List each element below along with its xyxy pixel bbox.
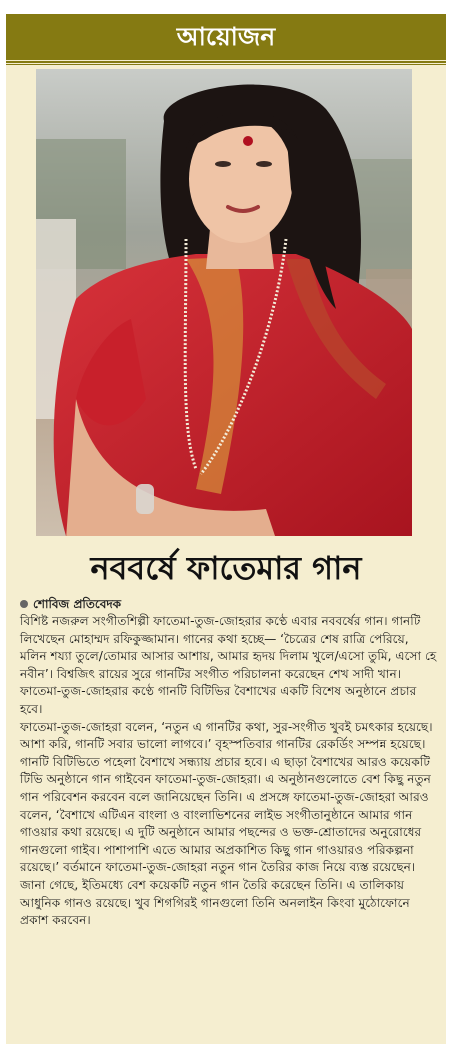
banner-rule-thin — [6, 64, 446, 65]
bindi — [243, 136, 253, 146]
byline-text: শোবিজ প্রতিবেদক — [33, 597, 122, 611]
portrait-illustration — [36, 69, 412, 536]
newspaper-page — [6, 14, 446, 1044]
article-paragraph: বিশিষ্ট নজরুল সংগীতশিল্পী ফাতেমা-তুজ-জোহরার কণ্ঠে এবার নববর্ষের গান। গানটি লিখেছেন মোহাম্মদ রফিকুজ্জামান। গানের কথা হচ্ছে— ‘চৈত্রের শেষ রাত্রি পেরিয়ে, মলিন শয্যা তুলে/তোমার আসার আশায়, আমার হৃদয় দিলাম খুলে/এসো তুমি, এসো হে নবীন’। বিশ্বজিৎ রায়ের সুরে গানটির সংগীত পরিচালনা করেছেন শেখ সাদী খান। ফাতেমা-তুজ-জোহরার কণ্ঠে গানটি বিটিভির বৈশাখের একটি বিশেষ অনুষ্ঠানে প্রচার হবে। — [20, 614, 437, 716]
article-paragraph: ফাতেমা-তুজ-জোহরা বলেন, ‘নতুন এ গানটির কথা, সুর-সংগীত খুবই চমৎকার হয়েছে। আশা করি, গানটি সবার ভালো লাগবে।’ বৃহস্পতিবার গানটির রেকর্ডিং সম্পন্ন হয়েছে। গানটি বিটিভিতে পহেলা বৈশাখে সন্ধ্যায় প্রচার হবে। এ ছাড়া বৈশাখের আরও কয়েকটি টিভি অনুষ্ঠানে গান গাইবেন ফাতেমা-তুজ-জোহরা। এ অনুষ্ঠানগুলোতে বেশ কিছু নতুন গান পরিবেশন করবেন বলে জানিয়েছেন তিনি। এ প্রসঙ্গে ফাতেমা-তুজ-জোহরা আরও বলেন, ‘বৈশাখে এটিএন বাংলা ও বাংলাভিশনের লাইভ সংগীতানুষ্ঠানে আমার গান গাওয়ার কথা রয়েছে। এ দুটি অনুষ্ঠানে আমার পছন্দের ও ভক্ত-শ্রোতাদের অনুরোধের গানগুলো গাইব। পাশাপাশি এতে আমার অপ্রকাশিত কিছু গান গাওয়ারও পরিকল্পনা রয়েছে।’ বর্তমানে ফাতেমা-তুজ-জোহরা নতুন গান তৈরির কাজ নিয়ে ব্যস্ত রয়েছেন। জানা গেছে, ইতিমধ্যে বেশ কয়েকটি নতুন গান তৈরি করেছেন তিনি। এ তালিকায় আধুনিক গানও রয়েছে। খুব শিগগিরই গানগুলো তিনি অনলাইন কিংবা মুঠোফোনে প্রকাশ করবেন। — [20, 719, 433, 928]
article-photo — [36, 69, 412, 536]
bullet-icon — [20, 600, 28, 608]
banner-rule — [6, 61, 446, 63]
article-headline: নববর্ষে ফাতেমার গান — [90, 549, 362, 587]
section-banner — [6, 14, 446, 60]
section-title: আয়োজন — [176, 22, 276, 51]
bracelet — [136, 484, 154, 514]
article-body — [20, 613, 438, 930]
byline — [20, 596, 121, 612]
